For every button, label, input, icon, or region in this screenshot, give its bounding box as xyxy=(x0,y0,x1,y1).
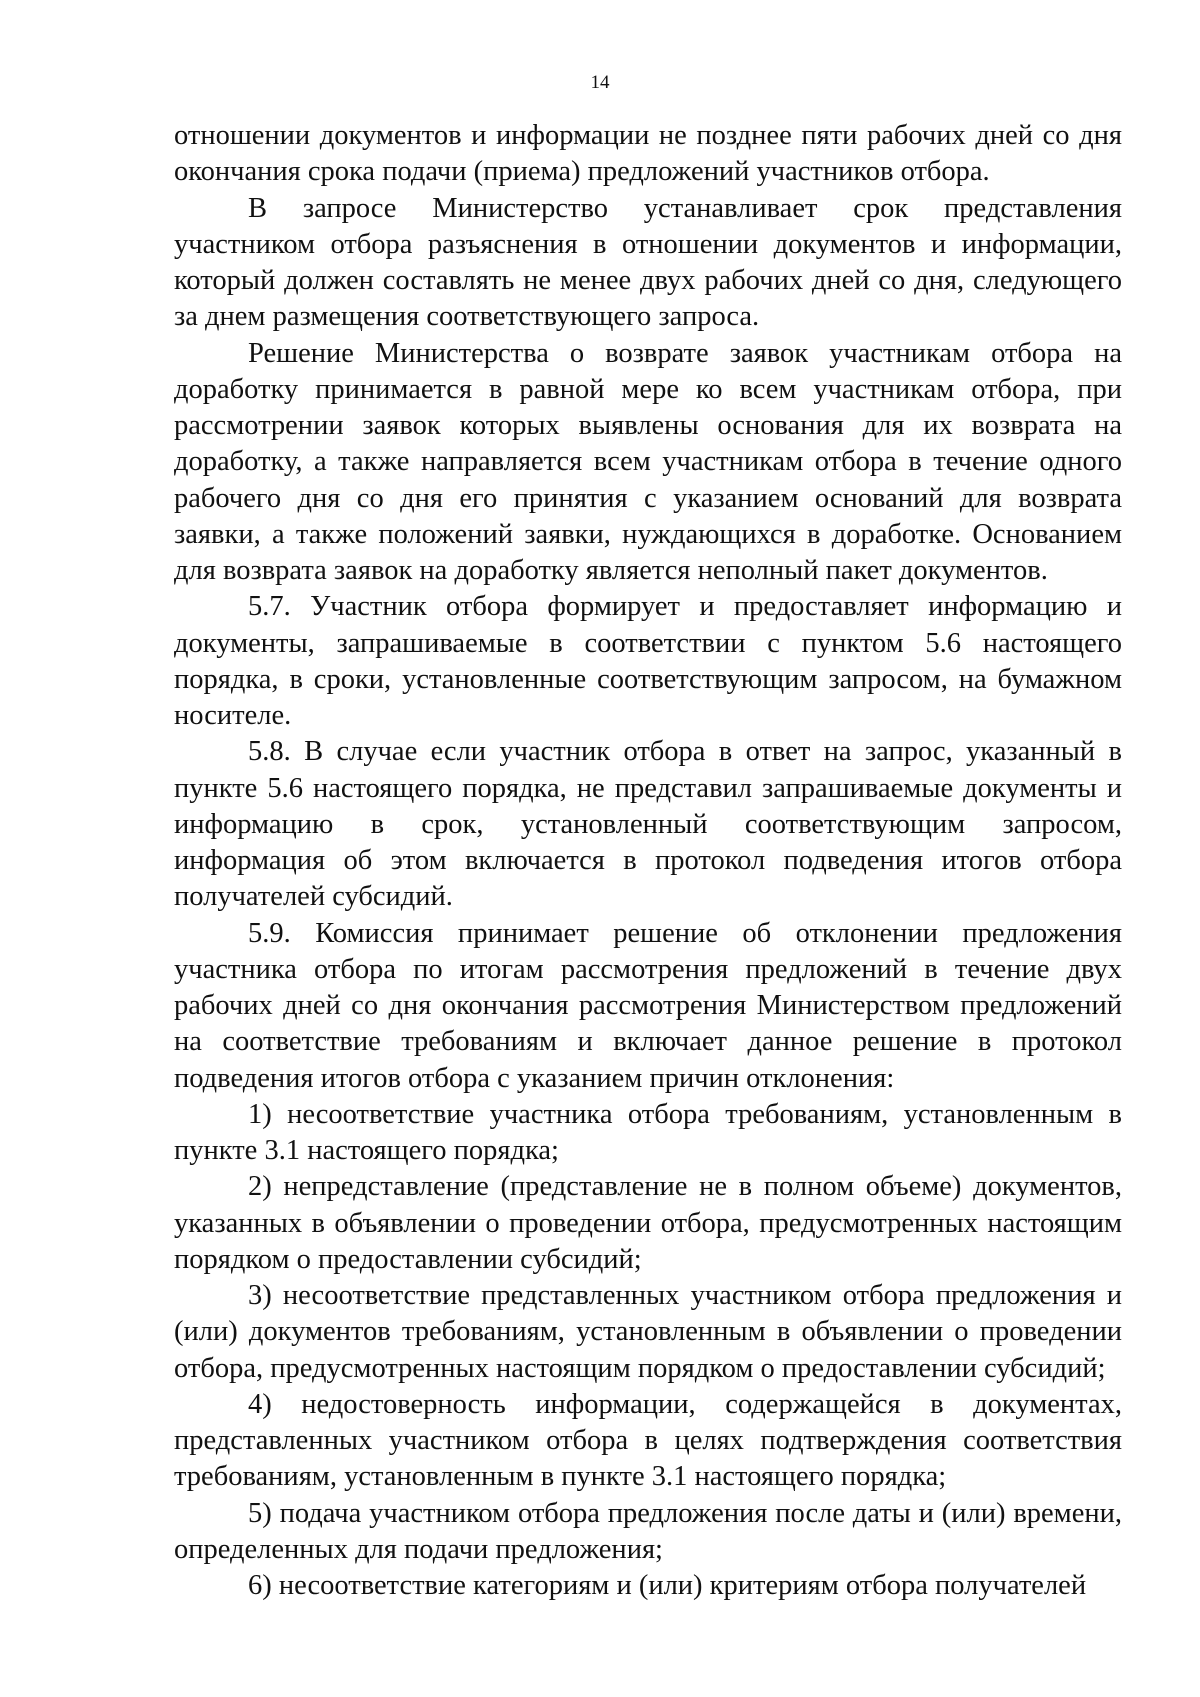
page-number: 14 xyxy=(590,72,610,93)
paragraph-continuation: отношении документов и информации не позднее пяти рабочих дней со дня окончания срока подачи (приема) предложений участников отбора. xyxy=(174,120,1122,188)
paragraph-clause-5-7: 5.7. Участник отбора формирует и предоставляет информацию и документы, запрашиваемые в соответствии с пунктом 5.6 настоящего порядка, в сроки, установленные соответствующим запросом, на бумажном носителе. xyxy=(174,591,1122,731)
paragraph-clause-5-8: 5.8. В случае если участник отбора в ответ на запрос, указанный в пункте 5.6 настоящего порядка, не представил запрашиваемые документы и информацию в срок, установленный соответствующим запросом, информация об этом включается в протокол подведения итогов отбора получателей субсидий. xyxy=(174,736,1122,913)
list-item-1: 1) несоответствие участника отбора требованиям, установленным в пункте 3.1 настоящего порядка; xyxy=(174,1098,1122,1166)
list-item-4: 4) недостоверность информации, содержащейся в документах, представленных участником отбора в целях подтверждения соответствия требованиям, установленным в пункте 3.1 настоящего порядка; xyxy=(174,1388,1122,1493)
document-body xyxy=(174,118,1122,1604)
paragraph-return-decision: Решение Министерства о возврате заявок участникам отбора на доработку принимается в равной мере ко всем участникам отбора, при рассмотрении заявок которых выявлены основания для их возврата на доработку, а также направляется всем участникам отбора в течение одного рабочего дня со дня его принятия с указанием оснований для возврата заявки, а также положений заявки, нуждающихся в доработке. Основанием для возврата заявок на доработку является неполный пакет документов. xyxy=(174,337,1122,586)
paragraph-request-deadline: В запросе Министерство устанавливает срок представления участником отбора разъяснения в отношении документов и информации, который должен составлять не менее двух рабочих дней со дня, следующего за днем размещения соответствующего запроса. xyxy=(174,192,1122,333)
list-item-3: 3) несоответствие представленных участником отбора предложения и (или) документов требованиям, установленным в объявлении о проведении отбора, предусмотренных настоящим порядком о предоставлении субсидий; xyxy=(174,1280,1122,1384)
list-item-2: 2) непредставление (представление не в полном объеме) документов, указанных в объявлении о проведении отбора, предусмотренных настоящим порядком о предоставлении субсидий; xyxy=(174,1171,1122,1275)
paragraph-clause-5-9: 5.9. Комиссия принимает решение об отклонении предложения участника отбора по итогам рассмотрения предложений в течение двух рабочих дней со дня окончания рассмотрения Министерством предложений на соответствие требованиям и включает данное решение в протокол подведения итогов отбора с указанием причин отклонения: xyxy=(174,917,1122,1094)
list-item-5: 5) подача участником отбора предложения после даты и (или) времени, определенных для подачи предложения; xyxy=(174,1497,1122,1565)
list-item-6: 6) несоответствие категориям и (или) критериям отбора получателей xyxy=(248,1570,1087,1601)
